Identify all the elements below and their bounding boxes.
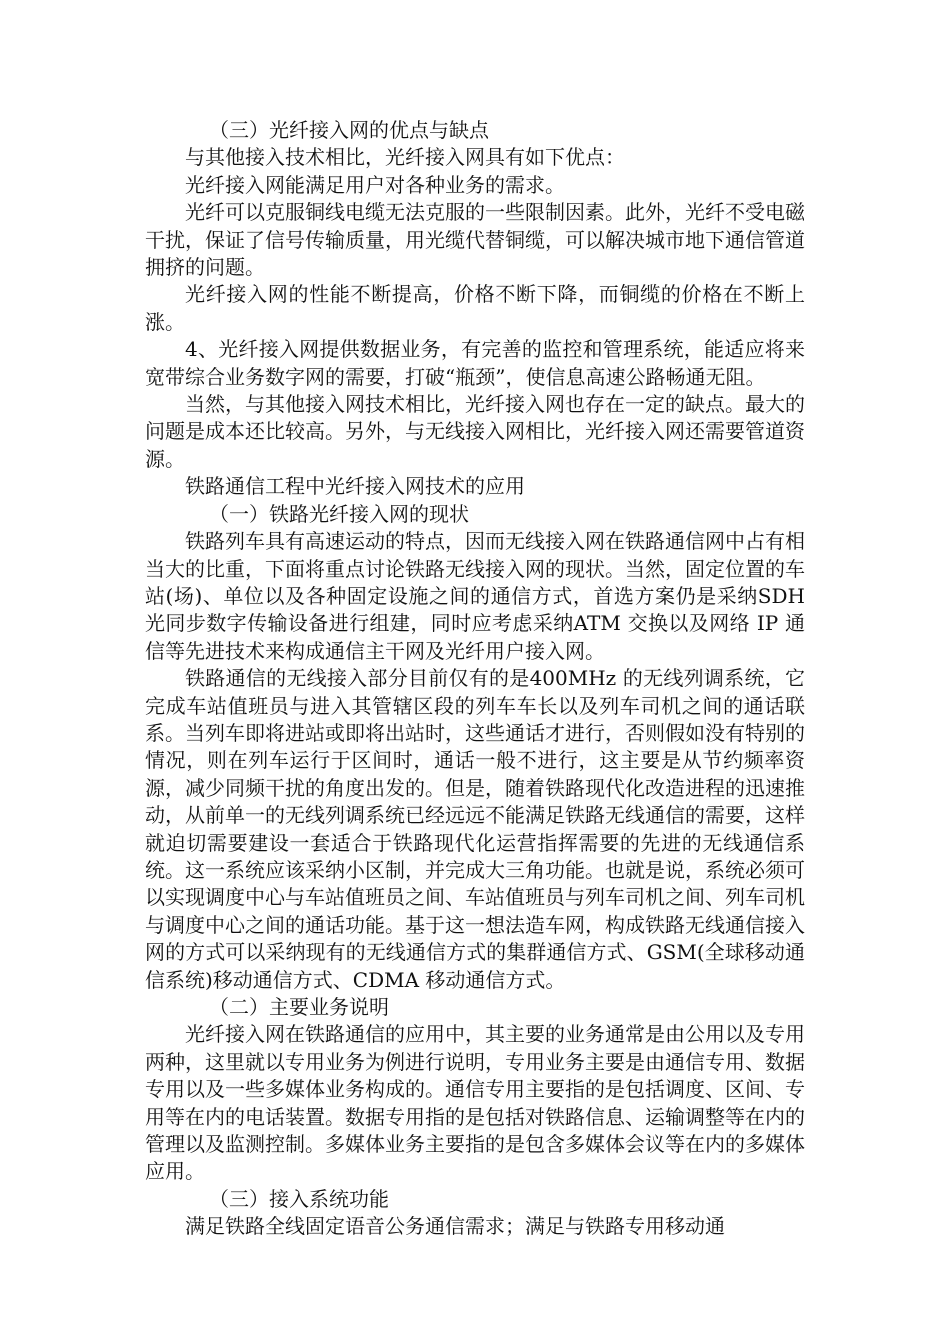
paragraph: 铁路列车具有高速运动的特点，因而无线接入网在铁路通信网中占有相当大的比重，下面将重点讨论铁路无线接入网的现状。当然，固定位置的车站(场)、单位以及各种固定设施之间的通信方式，首选方案仍是采纳SDH 光同步数字传输设备进行组建，同时应考虑采纳ATM 交换以及网络 IP 通信等先进技术来构成通信主干网及光纤用户接入网。 xyxy=(145,529,805,663)
paragraph: 光纤接入网能满足用户对各种业务的需求。 xyxy=(185,172,565,197)
section-heading-advantages: （三）光纤接入网的优点与缺点 xyxy=(209,118,489,142)
paragraph: 光纤接入网的性能不断提高，价格不断下降，而铜缆的价格在不断上涨。 xyxy=(145,282,805,334)
paragraph: 光纤接入网在铁路通信的应用中，其主要的业务通常是由公用以及专用两种，这里就以专用业务为例进行说明，专用业务主要是由通信专用、数据专用以及一些多媒体业务构成的。通信专用主要指的是包括调度、区间、专用等在内的电话装置。数据专用指的是包括对铁路信息、运输调整等在内的管理以及监测控制。多媒体业务主要指的是包含多媒体会议等在内的多媒体应用。 xyxy=(145,1022,805,1184)
section-heading-status: （一）铁路光纤接入网的现状 xyxy=(209,501,469,526)
paragraph: 光纤可以克服铜线电缆无法克服的一些限制因素。此外，光纤不受电磁干扰，保证了信号传输质量，用光缆代替铜缆，可以解决城市地下通信管道拥挤的问题。 xyxy=(145,200,805,280)
paragraph: 4、光纤接入网提供数据业务，有完善的监控和管理系统，能适应将来宽带综合业务数字网的需要，打破“瓶颈”，使信息高速公路畅通无阻。 xyxy=(145,337,805,389)
paragraph: 当然，与其他接入网技术相比，光纤接入网也存在一定的缺点。最大的问题是成本还比较高。另外，与无线接入网相比，光纤接入网还需要管道资源。 xyxy=(145,392,805,471)
paragraph: 满足铁路全线固定语音公务通信需求；满足与铁路专用移动通 xyxy=(185,1214,725,1239)
document-page xyxy=(145,117,805,1241)
section-heading-services: （二）主要业务说明 xyxy=(209,995,389,1019)
section-heading-functions: （三）接入系统功能 xyxy=(209,1186,389,1211)
section-heading-application: 铁路通信工程中光纤接入网技术的应用 xyxy=(185,474,525,499)
paragraph: 铁路通信的无线接入部分目前仅有的是400MHz 的无线列调系统，它完成车站值班员与进入其管辖区段的列车车长以及列车司机之间的通话联系。当列车即将进站或即将出站时，这些通话才进行，否则假如没有特别的情况，则在列车运行于区间时，通话一般不进行，这主要是从节约频率资源，减少同频干扰的角度出发的。但是，随着铁路现代化改造进程的迅速推动，从前单一的无线列调系统已经远远不能满足铁路无线通信的需要，这样就迫切需要建设一套适合于铁路现代化运营指挥需要的先进的无线通信系统。这一系统应该采纳小区制，并完成大三角功能。也就是说，系统必须可以实现调度中心与车站值班员之间、车站值班员与列车司机之间、列车司机与调度中心之间的通话功能。基于这一想法造车网，构成铁路无线通信接入网的方式可以采纳现有的无线通信方式的集群通信方式、GSM(全球移动通信系统)移动通信方式、CDMA 移动通信方式。 xyxy=(145,666,805,992)
paragraph: 与其他接入技术相比，光纤接入网具有如下优点： xyxy=(185,145,625,170)
